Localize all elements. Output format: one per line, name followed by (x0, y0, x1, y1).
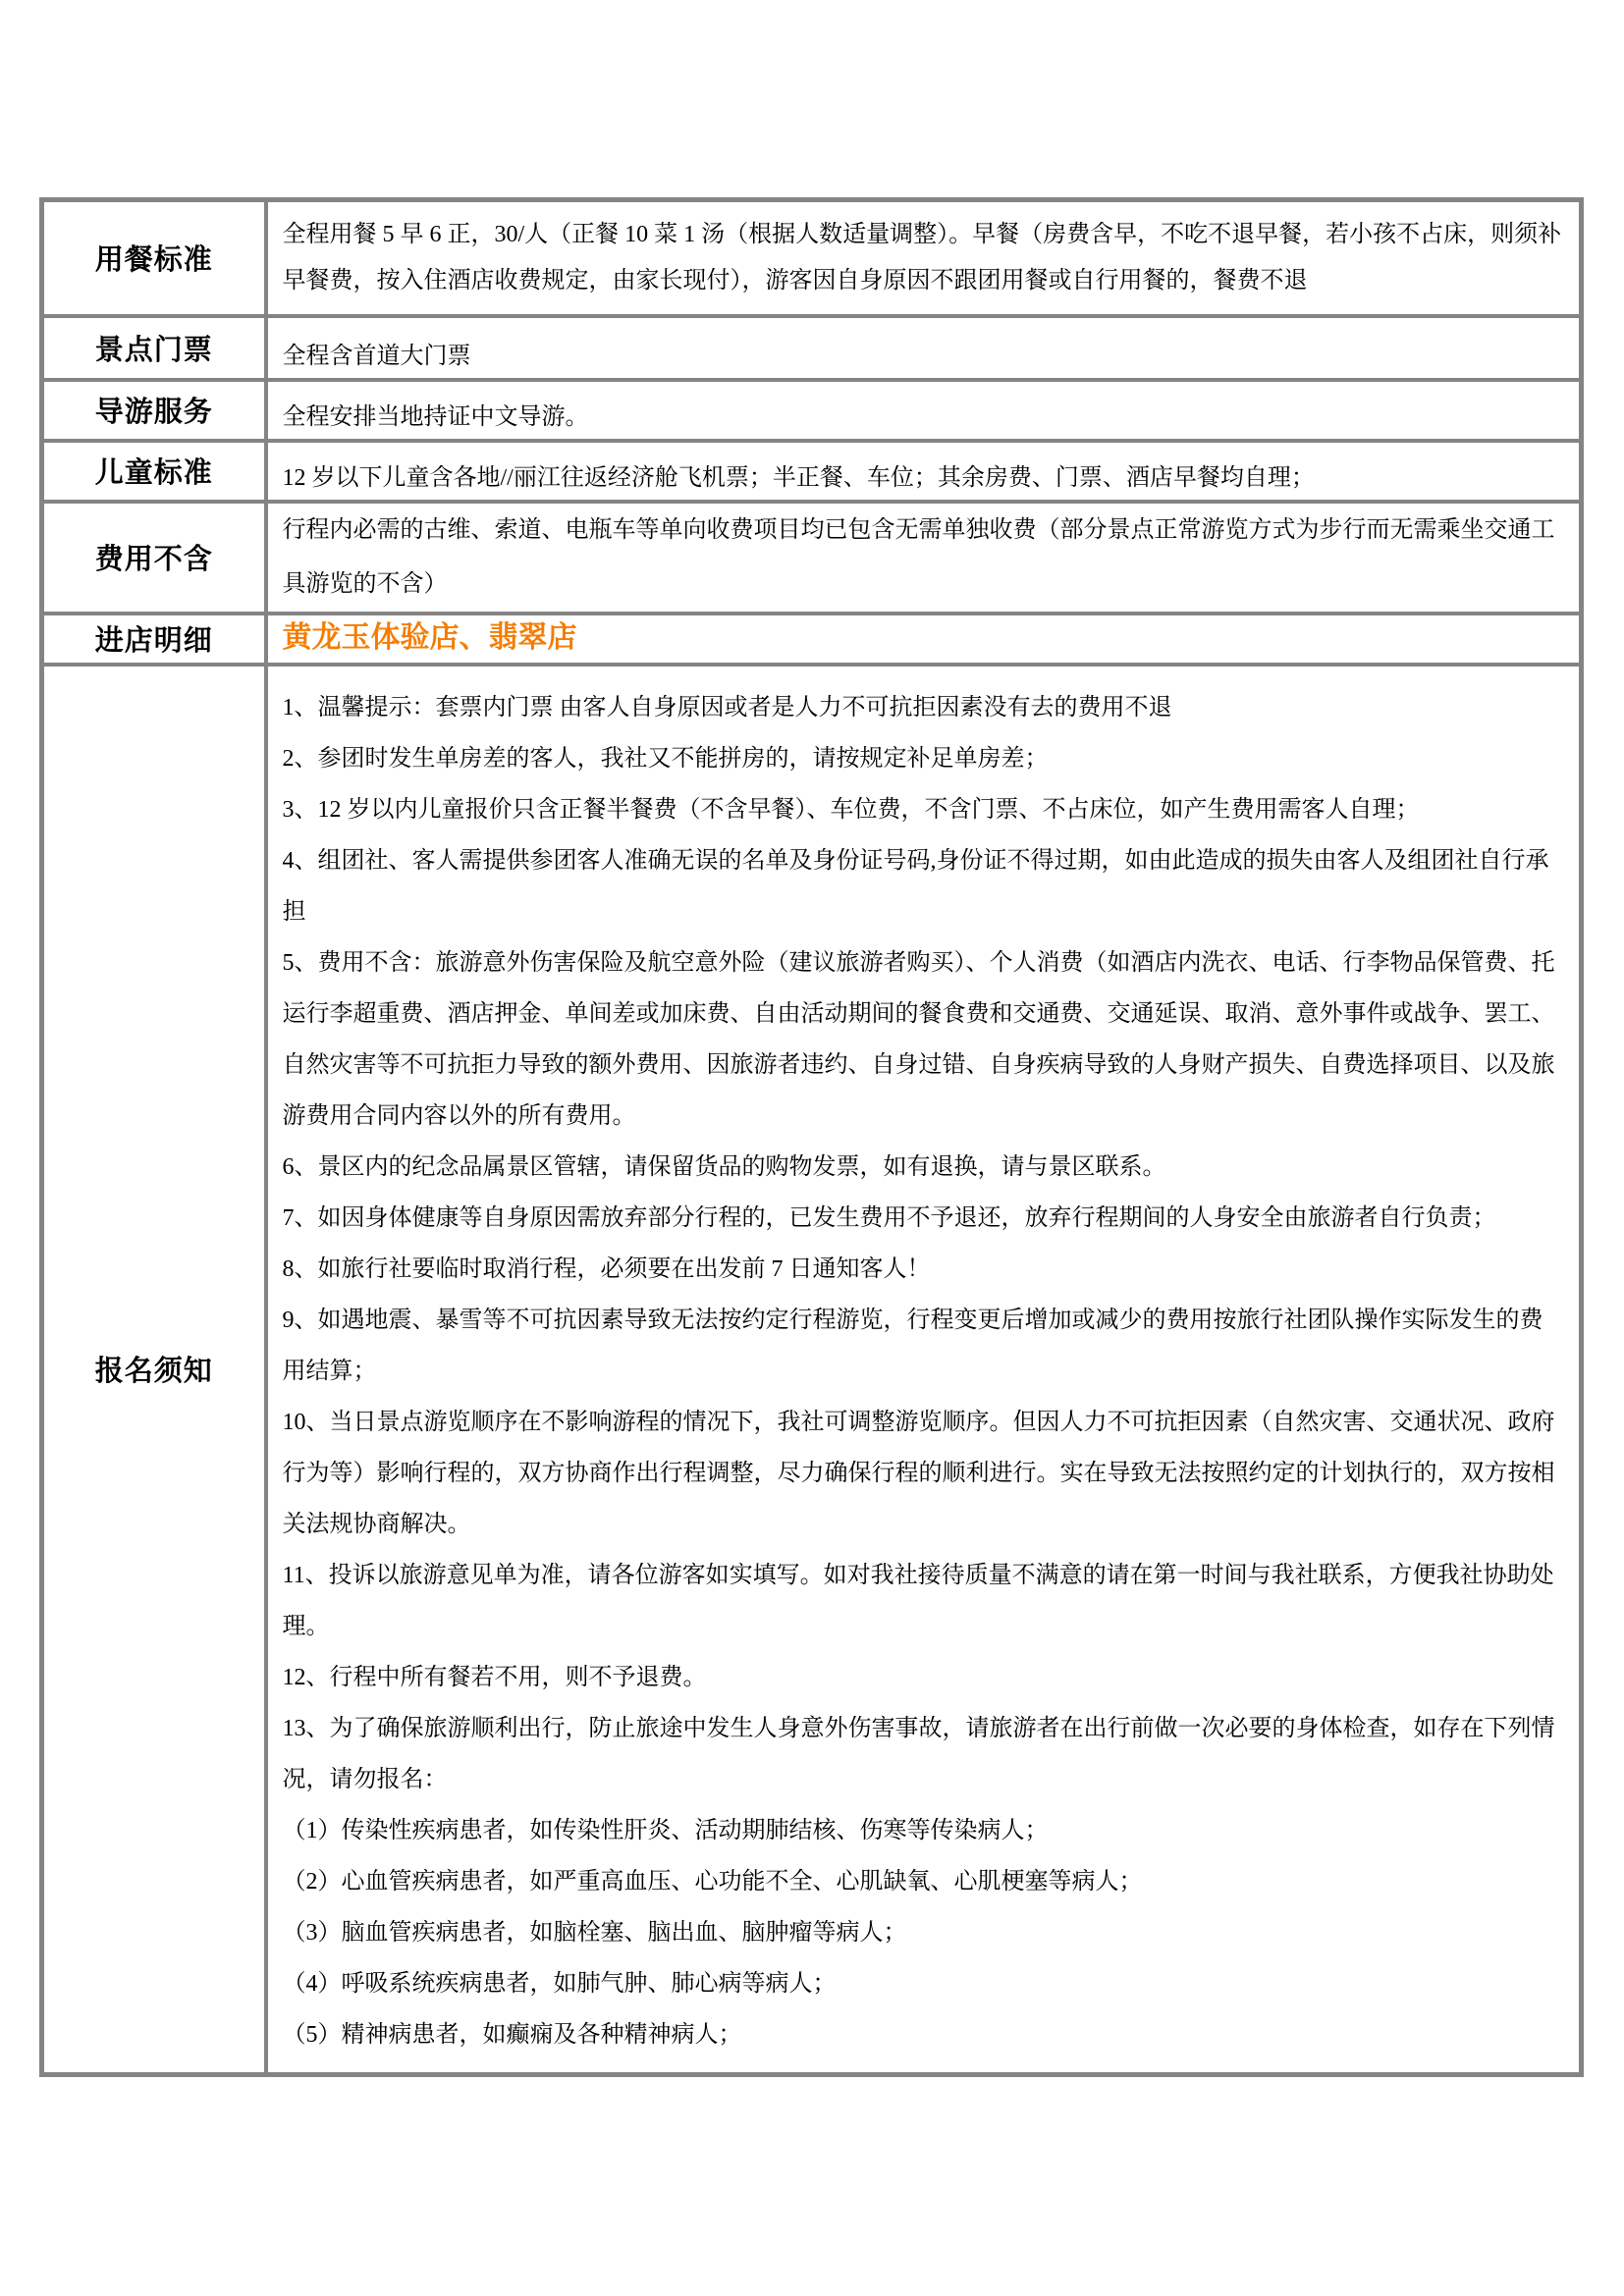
note-item: 8、如旅行社要临时取消行程，必须要在出发前 7 日通知客人！ (282, 1255, 931, 1282)
note-item: 4、组团社、客人需提供参团客人准确无误的名单及身份证号码,身份证不得过期，如由此造成的损失由客人及组团社自行承担 (282, 847, 1549, 925)
note-item: 2、参团时发生单房差的客人，我社又不能拼房的，请按规定补足单房差； (282, 745, 1049, 772)
row-content-registration-notes (266, 665, 1582, 2075)
note-item: （2）心血管疾病患者，如严重高血压、心功能不全、心肌缺氧、心肌梗塞等病人； (282, 1868, 1143, 1895)
row-label-meal-standard: 用餐标准 (42, 200, 266, 316)
note-item: （3）脑血管疾病患者，如脑栓塞、脑出血、脑肿瘤等病人； (282, 1919, 907, 1946)
row-label-shop-visits: 进店明细 (42, 614, 266, 665)
shop-visits-highlight-text: 黄龙玉体验店、翡翠店 (282, 620, 577, 654)
note-item: 3、12 岁以内儿童报价只含正餐半餐费（不含早餐）、车位费，不含门票、不占床位，如产生费用需客人自理； (282, 796, 1420, 823)
table-row-shop-visits (42, 614, 1582, 665)
table-row-registration-notes (42, 665, 1582, 2075)
table-row-guide-service (42, 380, 1582, 441)
note-item: 13、为了确保旅游顺利出行，防止旅途中发生人身意外伤害事故，请旅游者在出行前做一次必要的身体检查，如存在下列情况，请勿报名： (282, 1715, 1555, 1792)
row-content-guide-service: 全程安排当地持证中文导游。 (266, 380, 1582, 441)
row-label-guide-service: 导游服务 (42, 380, 266, 441)
row-label-attraction-tickets: 景点门票 (42, 316, 266, 380)
row-label-registration-notes: 报名须知 (42, 665, 266, 2075)
row-content-shop-visits (266, 614, 1582, 665)
note-item: 6、景区内的纪念品属景区管辖，请保留货品的购物发票，如有退换，请与景区联系。 (282, 1153, 1166, 1180)
table-row-meal-standard (42, 200, 1582, 316)
note-item: （5）精神病患者，如癫痫及各种精神病人； (282, 2021, 742, 2048)
table-row-child-standard (42, 441, 1582, 502)
note-item: 12、行程中所有餐若不用，则不予退费。 (282, 1664, 707, 1690)
row-content-attraction-tickets: 全程含首道大门票 (266, 316, 1582, 380)
note-item: （4）呼吸系统疾病患者，如肺气肿、肺心病等病人； (282, 1970, 837, 1997)
row-label-fees-excluded: 费用不含 (42, 502, 266, 614)
note-item: 7、如因身体健康等自身原因需放弃部分行程的，已发生费用不予退还，放弃行程期间的人身安全由旅游者自行负责； (282, 1204, 1496, 1231)
trip-info-table (39, 197, 1584, 2077)
row-label-child-standard: 儿童标准 (42, 441, 266, 502)
note-item: （1）传染性疾病患者，如传染性肝炎、活动期肺结核、伤寒等传染病人； (282, 1817, 1049, 1843)
note-item: 9、如遇地震、暴雪等不可抗因素导致无法按约定行程游览，行程变更后增加或减少的费用按旅行社团队操作实际发生的费用结算； (282, 1307, 1543, 1384)
note-item: 11、投诉以旅游意见单为准，请各位游客如实填写。如对我社接待质量不满意的请在第一时间与我社联系，方便我社协助处理。 (282, 1562, 1554, 1639)
table-row-fees-excluded (42, 502, 1582, 614)
row-content-child-standard: 12 岁以下儿童含各地//丽江往返经济舱飞机票；半正餐、车位；其余房费、门票、酒店早餐均自理； (266, 441, 1582, 502)
note-item: 5、费用不含：旅游意外伤害保险及航空意外险（建议旅游者购买）、个人消费（如酒店内洗衣、电话、行李物品保管费、托运行李超重费、酒店押金、单间差或加床费、自由活动期间的餐食费和交通费、交通延误、取消、意外事件或战争、罢工、自然灾害等不可抗拒力导致的额外费用、因旅游者违约、自身过错、自身疾病导致的人身财产损失、自费选择项目、以及旅游费用合同内容以外的所有费用。 (282, 949, 1555, 1129)
row-content-meal-standard: 全程用餐 5 早 6 正，30/人（正餐 10 菜 1 汤（根据人数适量调整）。早餐（房费含早，不吃不退早餐，若小孩不占床，则须补早餐费，按入住酒店收费规定，由家长现付），游客因自身原因不跟团用餐或自行用餐的，餐费不退 (266, 200, 1582, 316)
row-content-fees-excluded: 行程内必需的古维、索道、电瓶车等单向收费项目均已包含无需单独收费（部分景点正常游览方式为步行而无需乘坐交通工具游览的不含） (266, 502, 1582, 614)
note-item: 1、温馨提示：套票内门票 由客人自身原因或者是人力不可抗拒因素没有去的费用不退 (282, 694, 1172, 721)
note-item: 10、当日景点游览顺序在不影响游程的情况下，我社可调整游览顺序。但因人力不可抗拒因素（自然灾害、交通状况、政府行为等）影响行程的，双方协商作出行程调整，尽力确保行程的顺利进行。实在导致无法按照约定的计划执行的，双方按相关法规协商解决。 (282, 1409, 1555, 1537)
table-row-attraction-tickets (42, 316, 1582, 380)
